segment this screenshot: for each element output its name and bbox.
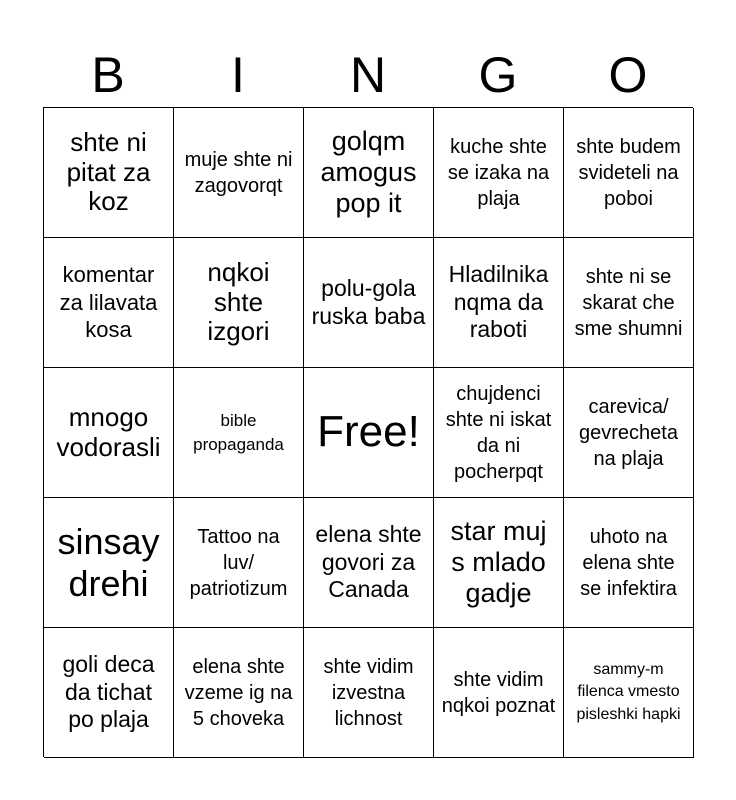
cell-text: mnogo vodorasli xyxy=(56,402,161,462)
bingo-cell[interactable] xyxy=(564,368,694,498)
cell-text: golqm amogus pop it xyxy=(320,125,417,219)
cell-text: shte ni se skarat che sme shumni xyxy=(574,265,683,340)
bingo-cell[interactable] xyxy=(434,238,564,368)
bingo-cell[interactable] xyxy=(304,108,434,238)
cell-text: goli deca da tichat po plaja xyxy=(62,651,155,733)
bingo-cell[interactable] xyxy=(44,108,174,238)
cell-text: bible propaganda xyxy=(193,410,284,454)
bingo-cell[interactable] xyxy=(434,628,564,758)
bingo-cell[interactable] xyxy=(434,368,564,498)
bingo-cell[interactable] xyxy=(174,368,304,498)
bingo-cell[interactable] xyxy=(564,108,694,238)
cell-text: muje shte ni zagovorqt xyxy=(184,148,293,197)
bingo-cell[interactable] xyxy=(44,628,174,758)
bingo-cell[interactable] xyxy=(564,498,694,628)
bingo-cell[interactable] xyxy=(44,498,174,628)
cell-text: Hladilnika nqma da raboti xyxy=(448,261,549,343)
cell-text: elena shte govori za Canada xyxy=(315,521,422,603)
bingo-cell[interactable] xyxy=(434,108,564,238)
cell-text: shte budem svideteli na poboi xyxy=(576,135,681,210)
cell-text: shte vidim nqkoi poznat xyxy=(441,668,556,717)
cell-text: chujdenci shte ni iskat da ni pocherpqt xyxy=(445,382,552,483)
header-letter-o: O xyxy=(608,47,648,103)
cell-text: star muj s mlado gadje xyxy=(450,515,547,609)
header-letter-b: B xyxy=(91,47,125,103)
bingo-cell[interactable] xyxy=(304,498,434,628)
bingo-board xyxy=(43,107,693,757)
cell-text: Free! xyxy=(317,407,420,457)
cell-text: uhoto na elena shte se infektira xyxy=(580,525,677,600)
bingo-cell[interactable] xyxy=(174,108,304,238)
cell-text: shte ni pitat za koz xyxy=(66,127,151,217)
bingo-header xyxy=(43,42,693,108)
bingo-cell[interactable] xyxy=(44,368,174,498)
header-letter-i: I xyxy=(231,47,245,103)
cell-text: Tattoo na luv/ patriotizum xyxy=(189,525,288,600)
bingo-cell[interactable] xyxy=(174,628,304,758)
cell-text: sinsay drehi xyxy=(57,521,160,604)
bingo-cell[interactable] xyxy=(304,238,434,368)
bingo-cell[interactable] xyxy=(174,498,304,628)
bingo-cell[interactable] xyxy=(44,238,174,368)
bingo-cell[interactable] xyxy=(174,238,304,368)
bingo-cell[interactable] xyxy=(304,628,434,758)
cell-text: kuche shte se izaka na plaja xyxy=(447,135,550,210)
cell-text: sammy-m filenca vmesto pisleshki hapki xyxy=(576,660,681,723)
cell-text: polu-gola ruska baba xyxy=(311,274,426,329)
cell-text: komentar za lilavata kosa xyxy=(59,261,158,343)
free-space-cell[interactable] xyxy=(304,368,434,498)
cell-text: carevica/ gevrecheta na plaja xyxy=(579,395,678,470)
header-letter-g: G xyxy=(478,47,518,103)
cell-text: shte vidim izvestna lichnost xyxy=(323,655,414,730)
bingo-cell[interactable] xyxy=(564,628,694,758)
cell-text: elena shte vzeme ig na 5 choveka xyxy=(184,655,293,730)
bingo-cell[interactable] xyxy=(564,238,694,368)
bingo-cell[interactable] xyxy=(434,498,564,628)
cell-text: nqkoi shte izgori xyxy=(207,257,270,347)
header-letter-n: N xyxy=(349,47,387,103)
